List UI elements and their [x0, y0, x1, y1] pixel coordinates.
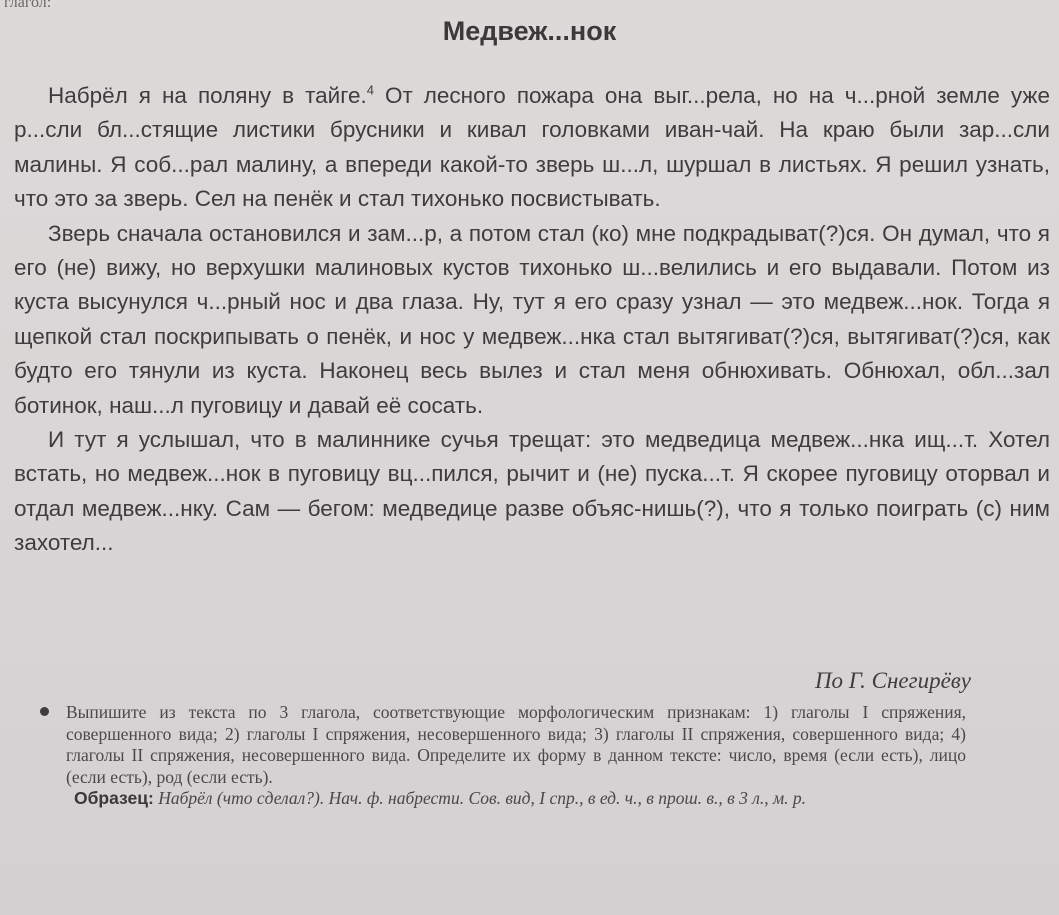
paragraph-1-start: Набрёл я на поляну в тайге.: [48, 83, 367, 108]
sample-text: Набрёл (что сделал?). Нач. ф. набрести. Сов. вид, I спр., в ед. ч., в прош. в., в 3 л., м. р.: [153, 788, 807, 809]
story-paragraph-1: [14, 79, 1050, 217]
story-title: Медвеж...нок: [442, 16, 617, 46]
story-paragraph-3: И тут я услышал, что в малиннике сучья трещат: это медведица медвеж...нка ищ...т. Хотел встать, но медвеж...нок в пуговицу вц...пился, рычит и (не) пуска...т. Я скорее пуговицу оторвал и отдал медвеж...нку. Сам — бегом: медведице разве объяс-нишь(?), что я только поиграть (с) ним захотел...: [14, 427, 1050, 556]
story-paragraph-2: Зверь сначала остановился и зам...р, а потом стал (ко) мне подкрадыват(?)ся. Он думал, что я его (не) вижу, но верхушки малиновых кустов тихонько ш...велились и его выдавали. Потом из куста высунулся ч...рный нос и два глаза. Ну, тут я его сразу узнал — это медвеж...нок. Тогда я щепкой стал поскрипывать о пенёк, и нос у медвеж...нка стал вытягиват(?)ся, вытягиват(?)ся, как будто его тянули из куста. Наконец весь вылез и стал меня обнюхивать. Обнюхал, обл...зал ботинок, наш...л пуговицу и давай её сосать.: [14, 220, 1050, 418]
source-attribution: По Г. Снегирёву: [814, 668, 971, 693]
story-text: [14, 79, 1050, 561]
sample-answer: [74, 788, 966, 810]
previous-page-fragment: глагол:: [4, 0, 52, 11]
sample-label: Образец:: [74, 788, 154, 809]
exercise-task: [48, 702, 966, 810]
paragraph-1-rest: От лесного пожара она выг...рела, но на ч...рной земле уже р...сли бл...стящие листики брусники и кивал головками иван-чай. На краю были зар...сли малины. Я соб...рал малину, а впереди какой-то зверь ш...л, шуршал в листьях. Я решил узнать, что это за зверь. Сел на пенёк и стал тихонько посвистывать.: [14, 83, 1050, 212]
footnote-marker: 4: [366, 82, 374, 98]
task-instructions: Выпишите из текста по 3 глагола, соответствующие морфологическим признакам: 1) глаголы I спряжения, совершенного вида; 2) глаголы I спряжения, несовершенного вида; 3) глаголы II спряжения, совершенного вида; 4) глаголы II спряжения, несовершенного вида. Определите их форму в данном тексте: число, время (если есть), лицо (если есть), род (если есть).: [66, 702, 966, 787]
bullet-icon: [40, 707, 49, 716]
